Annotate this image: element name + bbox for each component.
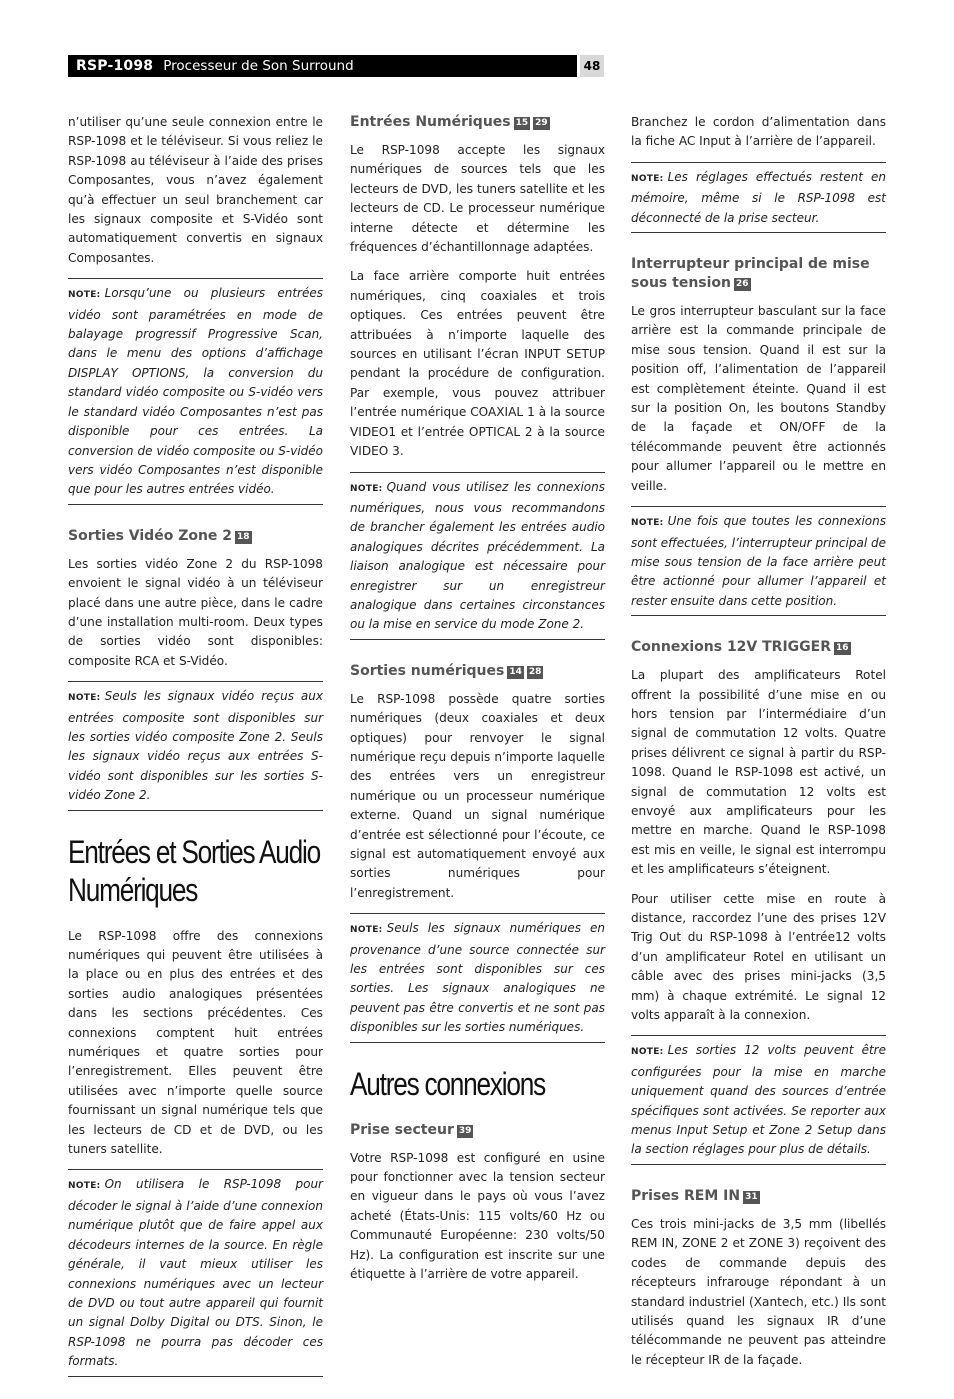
note-text: Seuls les signaux vidéo reçus aux entrées composite sont disponibles sur les sorties vidéo composite Zone 2. Seuls les signaux vidéo reçus aux entrées S-vidéo sont disponibles sur les sorties S-vidéo Zone 2. bbox=[68, 689, 323, 803]
heading-digital-outputs: Sorties numériques 14 28 bbox=[350, 662, 542, 679]
note-text: Quand vous utilisez les connexions numériques, nous vous recommandons de brancher également les entrées audio analogiques décrites précédemment. La liaison analogique est nécessaire pour enregistrer sur un enregistreur analogique dans certaines circonstances ou la mise en service du mode Zone 2. bbox=[350, 479, 605, 632]
paragraph-power-socket: Votre RSP-1098 est configuré en usine pour fonctionner avec la tension secteur en vigueur dans le pays où vous l’avez acheté (États-Unis: 115 volts/60 Hz ou Communauté Européenne: 230 volts/50 Hz). La configuration est inscrite sur une étiquette à l’arrière de votre appareil. bbox=[350, 1150, 605, 1282]
section-title-digital-audio: Entrées et Sorties Audio Numériques bbox=[68, 833, 320, 908]
paragraph-digital-inputs-1: Le RSP-1098 accepte les signaux numériques de sources tels que les lecteurs de DVD, les tuners satellite et les lecteurs de CD. Le processeur numérique interne détecte et détermine les fréquences d’échantillonnage adaptées. bbox=[350, 143, 605, 255]
heading-main-power-switch: Interrupteur principal de mise sous tension 26 bbox=[631, 256, 870, 292]
paragraph-power-cord: Branchez le cordon d’alimentation dans la fiche AC Input à l’arrière de l’appareil. bbox=[631, 115, 886, 149]
note-text: Lorsqu’une ou plusieurs entrées vidéo sont paramétrées en mode de balayage progressif Progressive Scan, dans le menu des options d’affichage DISPLAY OPTIONS, la conversion du standard vidéo composite ou S-vidéo vers le standard vidéo Composantes n’est pas disponible pour ces entrées. La conversion de vidéo composite ou S-vidéo vers vidéo Composantes n’est disponible que pour les autres entrées vidéo. bbox=[68, 286, 323, 497]
heading-digital-inputs: Entrées Numériques 15 29 bbox=[350, 114, 548, 130]
note-progressive-scan bbox=[68, 278, 323, 504]
paragraph-digital-audio: Le RSP-1098 offre des connexions numériques qui peuvent être utilisées à la place ou en plus des entrées et des sorties audio analogiques présentées dans les sections précédentes. Ces connexions comptent huit entrées numériques et quatre sorties pour l’enregistrement. Elles peuvent être utilisées avec n’importe quelle source fournissant un signal numérique tels que les lecteurs de CD et de DVD, ou les tuners satellite. bbox=[68, 928, 323, 1157]
paragraph-12v-trigger-2: Pour utiliser cette mise en route à distance, raccordez l’une des prises 12V Trig Out du RSP-1098 à l’entrée12 volts d’un amplificateur Rotel en utilisant un câble avec des prises mini-jacks (3,5 mm) à chaque extrémité. Le signal 12 volts apparaît à la connexion. bbox=[631, 891, 886, 1023]
note-text: Les sorties 12 volts peuvent être configurées pour la mise en marche uniquement quand des sources d’entrée spécifiques sont activées. Se reporter aux menus Input Setup et Zone 2 Setup dans la section réglages pour plus de détails. bbox=[631, 1043, 886, 1157]
note-label: NOTE: bbox=[631, 1047, 664, 1058]
note-text: On utilisera le RSP-1098 pour décoder le signal à l’aide d’une connexion numérique plutôt que de faire appel aux décodeurs internes de la source. En règle générale, il vaut mieux utiliser les connexions numériques avec un lecteur de DVD ou tout autre appareil qui fournit un signal Dolby Digital ou DTS. Sinon, le RSP-1098 ne pourra pas décoder ces formats. bbox=[68, 1177, 323, 1369]
note-text: Une fois que toutes les connexions sont effectuées, l’interrupteur principal de mise sous tension de la face arrière peut être actionné pour allumer l’appareil et rester ensuite dans cette position. bbox=[631, 514, 886, 608]
paragraph-main-power-switch: Le gros interrupteur basculant sur la face arrière est la commande principale de mise sous tension. Quand il est sur la position off, l’alimentation de l’appareil est complètement éteinte. Quand il est sur la position On, les boutons Standby de la façade et ON/OFF de la télécommande peuvent être actionnés pour allumer l’appareil ou le mettre en veille. bbox=[631, 304, 886, 493]
note-text: Les réglages effectués restent en mémoire, même si le RSP-1098 est déconnecté de la prise secteur. bbox=[631, 169, 886, 225]
page-header-bar bbox=[68, 55, 577, 77]
paragraph-12v-trigger-1: La plupart des amplificateurs Rotel offrent la possibilité d’une mise en ou hors tension par l’intermédiaire d’un signal de commutation 12 volts. Quatre prises délivrent ce signal à partir du RSP-1098. Quand le RSP-1098 est activé, un signal de commutation 12 volts est envoyé aux amplificateurs pour les mettre en marche. Quand le RSP-1098 est mis en veille, le signal est interrompu et les amplificateurs s’éteignent. bbox=[631, 668, 886, 877]
note-digital-outputs bbox=[350, 913, 605, 1042]
column-middle bbox=[350, 113, 605, 1295]
heading-12v-trigger: Connexions 12V TRIGGER 16 bbox=[631, 639, 849, 656]
paragraph-digital-outputs: Le RSP-1098 possède quatre sorties numériques (deux coaxiales et deux optiques) pour renvoyer le signal numérique reçu depuis n’importe laquelle des entrées vers un enregistreur numérique ou un processeur numérique externe. Quand un signal numérique d’entrée est sélectionné pour l’écoute, ce signal est automatiquement envoyé aux sorties numériques pour l’enregistrement. bbox=[350, 691, 605, 900]
ref-badge: 14 bbox=[509, 666, 522, 677]
paragraph-zone2-video: Les sorties vidéo Zone 2 du RSP-1098 envoient le signal vidéo à un téléviseur placé dans une autre pièce, dans le cadre d’une installation multi-room. Deux types de sorties vidéo sont disponibles: composite RCA et S-Vidéo. bbox=[68, 556, 323, 668]
note-label: NOTE: bbox=[631, 173, 664, 184]
note-label: NOTE: bbox=[68, 290, 101, 301]
ref-badge: 26 bbox=[736, 279, 749, 290]
column-left bbox=[68, 113, 323, 1399]
note-power-switch bbox=[631, 506, 886, 616]
header-subtitle: Processeur de Son Surround bbox=[163, 58, 354, 74]
note-text: Seuls les signaux numériques en provenance d’une source connectée sur les entrées sont disponibles sur ces sorties. Les signaux analogiques ne peuvent pas être convertis et ne sont pas disponibles sur les sorties numériques. bbox=[350, 921, 605, 1035]
paragraph-digital-inputs-2: La face arrière comporte huit entrées numériques, cinq coaxiales et trois optiques. Ces entrées peuvent être attribuées à n’importe laquelle des sources en utilisant l’écran INPUT SETUP pendant la procédure de configuration. Par exemple, vous pouvez attribuer l’entrée numérique COAXIAL 1 à la source VIDEO1 et l’entrée OPTICAL 2 à la source VIDEO 3. bbox=[350, 269, 605, 459]
note-memory bbox=[631, 162, 886, 233]
note-decoding bbox=[68, 1169, 323, 1376]
paragraph-tv-connection: n’utiliser qu’une seule connexion entre le RSP-1098 et le téléviseur. Si vous reliez le RSP-1098 au téléviseur à l’aide des prises Composantes, vous n’avez également qu’à effectuer un seul branchement car les signaux composite et S-Vidéo sont automatiquement convertis en signaux Composantes. bbox=[68, 115, 323, 265]
heading-power-socket: Prise secteur 39 bbox=[350, 1121, 472, 1138]
ref-badge: 15 bbox=[515, 118, 529, 128]
ref-badge: 28 bbox=[528, 666, 542, 677]
ref-badge: 39 bbox=[458, 1125, 472, 1136]
ref-badge: 29 bbox=[535, 118, 548, 128]
ref-badge: 18 bbox=[237, 531, 250, 542]
note-label: NOTE: bbox=[631, 518, 664, 529]
model-name: RSP-1098 bbox=[76, 58, 154, 74]
note-12v-config bbox=[631, 1035, 886, 1164]
column-right bbox=[631, 113, 886, 1380]
section-title-other-connections: Autres connexions bbox=[350, 1065, 545, 1102]
ref-badge: 31 bbox=[745, 1191, 758, 1202]
page-number: 48 bbox=[580, 55, 604, 77]
heading-rem-in: Prises REM IN 31 bbox=[631, 1187, 758, 1204]
ref-badge: 16 bbox=[836, 643, 849, 654]
heading-zone2-video: Sorties Vidéo Zone 2 18 bbox=[68, 527, 250, 544]
note-analog-connections bbox=[350, 472, 605, 640]
paragraph-rem-in: Ces trois mini-jacks de 3,5 mm (libellés REM IN, ZONE 2 et ZONE 3) reçoivent des codes de commande depuis des récepteurs infrarouge répondant à un standard industriel (Xantech, etc.) Ils sont utilisés quand les signaux IR d’une télécommande ne peuvent pas atteindre le récepteur IR de la façade. bbox=[631, 1216, 886, 1367]
note-label: NOTE: bbox=[68, 693, 101, 704]
note-label: NOTE: bbox=[350, 925, 383, 936]
note-zone2-video bbox=[68, 681, 323, 810]
note-label: NOTE: bbox=[350, 483, 383, 494]
note-label: NOTE: bbox=[68, 1181, 101, 1192]
